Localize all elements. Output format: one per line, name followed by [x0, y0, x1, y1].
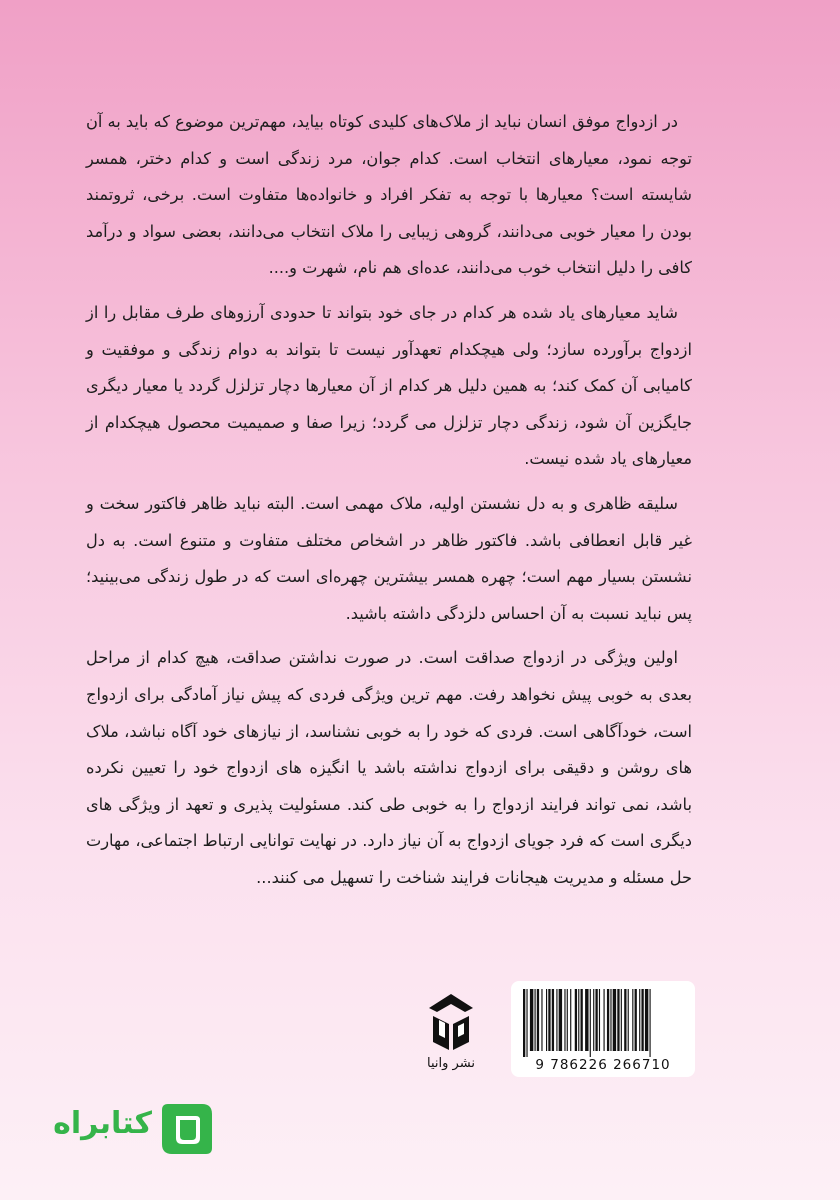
- ketabrah-watermark: [40, 1092, 220, 1162]
- ketabrah-brand-text: کتابراه: [53, 1106, 152, 1141]
- publisher-name: نشر وانیا: [427, 1056, 475, 1071]
- barcode-bars: [519, 989, 687, 1057]
- isbn-barcode: [511, 981, 695, 1077]
- publisher-emblem-icon: [425, 990, 477, 1054]
- paragraph: سلیقه ظاهری و به دل نشستن اولیه، ملاک مهمی است. البته نباید ظاهر فاکتور سخت و غیر قابل انعطافی باشد. فاکتور ظاهر در اشخاص مختلف متفاوت و متنوع است. به دل نشستن بسیار مهم است؛ چهره همسر بیشترین چهره‌ای است که در طول زندگی می‌بینید؛ پس نباید نسبت به آن احساس دلزدگی داشته باشید.: [86, 493, 692, 623]
- paragraph: شاید معیارهای یاد شده هر کدام در جای خود بتواند تا حدودی آرزوهای طرف مقابل را از ازدواج برآورده سازد؛ ولی هیچکدام تعهدآور نیست تا بتواند به دوام زندگی و موفقیت و کامیابی آن کمک کند؛ به همین دلیل هر کدام از آن معیارها دچار تزلزل گردد یا معیار دیگری جایگزین آن شود، زندگی دچار تزلزل می گردد؛ زیرا صفا و صمیمیت محصول هیچکدام از معیارهای یاد شده نیست.: [86, 302, 692, 469]
- paragraph: در ازدواج موفق انسان نباید از ملاک‌های کلیدی کوتاه بیاید، مهم‌ترین موضوع که باید به آن توجه نمود، معیارهای انتخاب است. کدام جوان، مرد زندگی است و کدام دختر، همسر شایسته است؟ معیارها با توجه به تفکر افراد و خانواده‌ها متفاوت است. برخی، ثروتمند بودن را معیار خوبی می‌دانند، گروهی زیبایی را ملاک انتخاب می‌دانند، بعضی سواد و درآمد کافی را دلیل انتخاب خوب می‌دانند، عده‌ای هم نام، شهرت و....: [86, 112, 692, 278]
- isbn-number: 9 786226 266710: [519, 1057, 687, 1075]
- back-cover-text: [86, 104, 692, 904]
- publisher-logo: [418, 990, 484, 1080]
- paragraph: اولین ویژگی در ازدواج صداقت است. در صورت نداشتن صداقت، هیچ کدام از مراحل بعدی به خوبی پیش نخواهد رفت. مهم ترین ویژگی فردی که پیش نیاز آمادگی برای ازدواج است، خودآگاهی است. فردی که خود را به خوبی نشناسد، از نیازهای خود آگاه نباشد، ملاک های روشن و دقیقی برای ازدواج نداشته باشد یا انگیزه های ازدواج خود را تعیین نکرده باشد، نمی تواند فرایند ازدواج را به خوبی طی کند. مسئولیت پذیری و تعهد از ویژگی های دیگری است که فرد جویای ازدواج به آن نیاز دارد. در نهایت توانایی ارتباط اجتماعی، مهارت حل مسئله و مدیریت هیجانات فرایند شناخت را تسهیل می کنند...: [86, 648, 692, 887]
- ketabrah-logo-icon: [158, 1100, 216, 1158]
